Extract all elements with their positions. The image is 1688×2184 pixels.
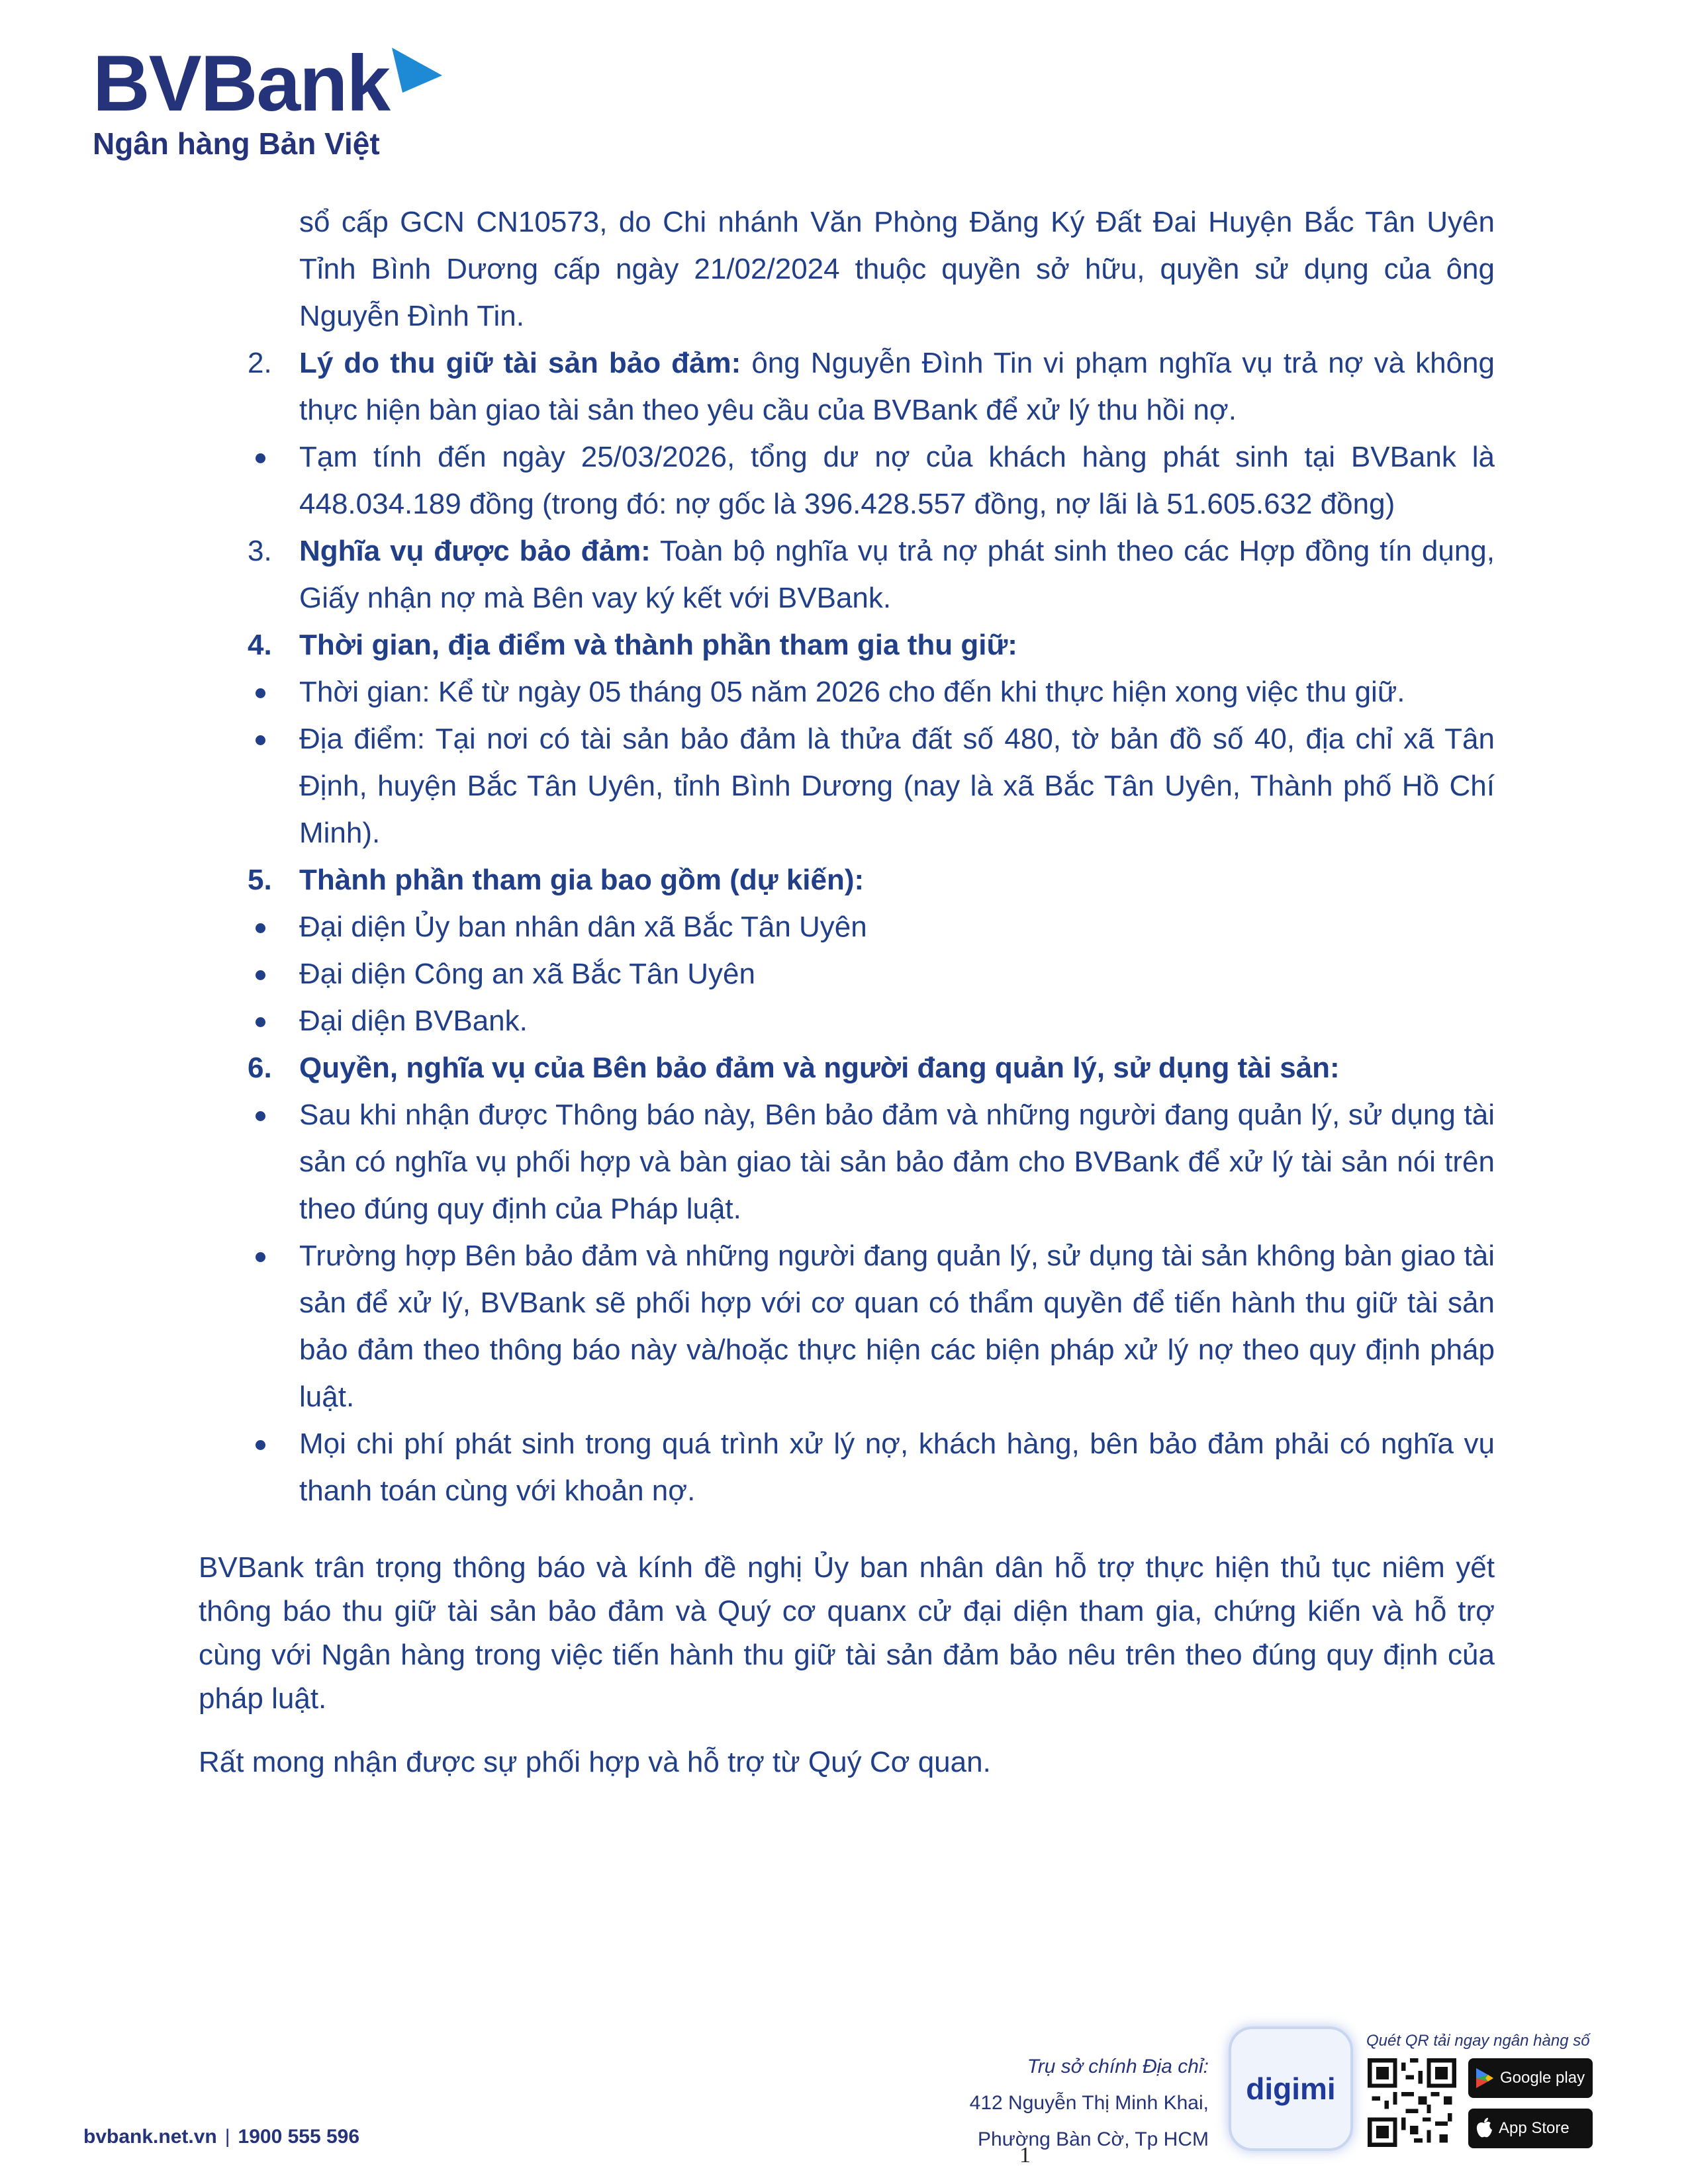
bullet-item-debt <box>199 433 1495 527</box>
item-text: Đại diện Ủy ban nhân dân xã Bắc Tân Uyên <box>299 911 867 943</box>
qr-caption: Quét QR tải ngay ngân hàng số <box>1366 2032 1590 2050</box>
list-item-continuation <box>199 199 1495 340</box>
bvbank-logo <box>93 39 450 169</box>
bullet-item-participant <box>199 903 1495 950</box>
item-text: Trường hợp Bên bảo đảm và những người đang quản lý, sử dụng tài sản không bàn giao tài sản để xử lý, BVBank sẽ phối hợp với cơ quan có thẩm quyền để tiến hành thu giữ tài sản bảo đảm theo thông báo này và/hoặc thực hiện các biện pháp xử lý nợ theo quy định pháp luật. <box>299 1240 1495 1413</box>
bullet-item-right <box>199 1091 1495 1232</box>
page-number: 1 <box>1019 2143 1031 2167</box>
bullet-icon <box>256 453 265 463</box>
app-store-label: App Store <box>1499 2119 1570 2137</box>
item-text: Tạm tính đến ngày 25/03/2026, tổng dư nợ của khách hàng phát sinh tại BVBank là 448.034.189 đồng (trong đó: nợ gốc là 396.428.557 đồng, nợ lãi là 51.605.632 đồng) <box>299 441 1495 520</box>
hq-line: Phường Bàn Cờ, Tp HCM <box>978 2128 1209 2150</box>
item-heading: Quyền, nghĩa vụ của Bên bảo đảm và người đang quản lý, sử dụng tài sản: <box>299 1052 1340 1084</box>
logo-tagline: Ngân hàng Bản Việt <box>93 126 380 161</box>
item-heading: Lý do thu giữ tài sản bảo đảm: <box>299 347 741 379</box>
footer-contact <box>83 2126 359 2148</box>
list-item-time-place <box>199 621 1495 668</box>
item-number: 2. <box>248 347 272 379</box>
apple-icon <box>1475 2117 1493 2140</box>
item-heading: Thời gian, địa điểm và thành phần tham gia thu giữ: <box>299 629 1017 661</box>
bullet-item-participant <box>199 997 1495 1044</box>
digimi-label: digimi <box>1246 2071 1336 2106</box>
qr-code-icon[interactable] <box>1368 2058 1456 2147</box>
bullet-item-right <box>199 1232 1495 1420</box>
closing-paragraph: BVBank trân trọng thông báo và kính đề nghị Ủy ban nhân dân hỗ trợ thực hiện thủ tục niêm yết thông báo thu giữ tài sản bảo đảm và Quý cơ quanx cử đại diện tham gia, chứng kiến và hỗ trợ cùng với Ngân hàng trong việc tiến hành thu giữ tài sản đảm bảo nêu trên theo đúng quy định của pháp luật. <box>199 1551 1495 1715</box>
footer-separator: | <box>224 2126 230 2148</box>
item-number: 3. <box>248 535 272 567</box>
item-text: Sau khi nhận được Thông báo này, Bên bảo đảm và những người đang quản lý, sử dụng tài sản có nghĩa vụ phối hợp và bàn giao tài sản bảo đảm cho BVBank để xử lý tài sản nói trên theo đúng quy định của Pháp luật. <box>299 1099 1495 1225</box>
bullet-icon <box>256 970 265 980</box>
bullet-icon <box>256 688 265 698</box>
bullet-icon <box>256 735 265 745</box>
bullet-icon <box>256 1252 265 1262</box>
item-number: 5. <box>248 864 272 896</box>
headquarters-address <box>970 2048 1209 2158</box>
document-body <box>199 199 1495 1514</box>
hq-title: Trụ sở chính Địa chỉ: <box>1027 2056 1209 2077</box>
app-store-button[interactable] <box>1468 2109 1593 2148</box>
hq-line: 412 Nguyễn Thị Minh Khai, <box>969 2092 1209 2114</box>
logo-triangle-icon <box>389 46 445 99</box>
google-play-button[interactable] <box>1468 2058 1593 2098</box>
item-number: 4. <box>248 629 272 661</box>
footer-hotline[interactable]: 1900 555 596 <box>238 2126 360 2148</box>
bullet-icon <box>256 1017 265 1027</box>
item-text: Mọi chi phí phát sinh trong quá trình xử lý nợ, khách hàng, bên bảo đảm phải có nghĩa vụ thanh toán cùng với khoản nợ. <box>299 1428 1495 1507</box>
item-text: Thời gian: Kể từ ngày 05 tháng 05 năm 2026 cho đến khi thực hiện xong việc thu giữ. <box>299 676 1405 708</box>
bullet-item-time <box>199 668 1495 715</box>
bullet-item-place <box>199 715 1495 856</box>
google-play-icon <box>1475 2067 1495 2089</box>
bullet-icon <box>256 1440 265 1450</box>
bullet-icon <box>256 923 265 933</box>
list-item-reason <box>199 340 1495 433</box>
logo-wordmark: BVBank <box>93 39 390 128</box>
item-text: Địa điểm: Tại nơi có tài sản bảo đảm là thửa đất số 480, tờ bản đồ số 40, địa chỉ xã Tân Định, huyện Bắc Tân Uyên, tỉnh Bình Dương (nay là xã Bắc Tân Uyên, Thành phố Hồ Chí Minh). <box>299 723 1495 849</box>
item-number: 6. <box>248 1052 272 1084</box>
list-item-obligation <box>199 527 1495 621</box>
footer-website-link[interactable]: bvbank.net.vn <box>83 2126 217 2148</box>
closing-paragraph-thanks: Rất mong nhận được sự phối hợp và hỗ trợ từ Quý Cơ quan. <box>199 1746 991 1778</box>
item-heading: Thành phần tham gia bao gồm (dự kiến): <box>299 864 865 896</box>
item-text: Toàn bộ nghĩa vụ trả nợ phát sinh theo các Hợp đồng tín dụng, Giấy nhận nợ mà Bên vay ký kết với BVBank. <box>299 535 1495 614</box>
item-text: Đại diện BVBank. <box>299 1005 528 1037</box>
bullet-item-participant <box>199 950 1495 997</box>
digimi-app-icon[interactable] <box>1229 2026 1353 2151</box>
list-item-participants <box>199 856 1495 903</box>
item-heading: Nghĩa vụ được bảo đảm: <box>299 535 651 567</box>
bullet-icon <box>256 1111 265 1121</box>
bullet-item-right <box>199 1420 1495 1514</box>
item-text: ông Nguyễn Đình Tin vi phạm nghĩa vụ trả nợ và không thực hiện bàn giao tài sản theo yêu cầu của BVBank để xử lý thu hồi nợ. <box>299 347 1495 426</box>
item-text: Đại diện Công an xã Bắc Tân Uyên <box>299 958 755 990</box>
google-play-label: Google play <box>1500 2069 1585 2087</box>
list-item-rights <box>199 1044 1495 1091</box>
item-text: sổ cấp GCN CN10573, do Chi nhánh Văn Phòng Đăng Ký Đất Đai Huyện Bắc Tân Uyên Tỉnh Bình Dương cấp ngày 21/02/2024 thuộc quyền sở hữu, quyền sử dụng của ông Nguyễn Đình Tin. <box>299 206 1495 332</box>
